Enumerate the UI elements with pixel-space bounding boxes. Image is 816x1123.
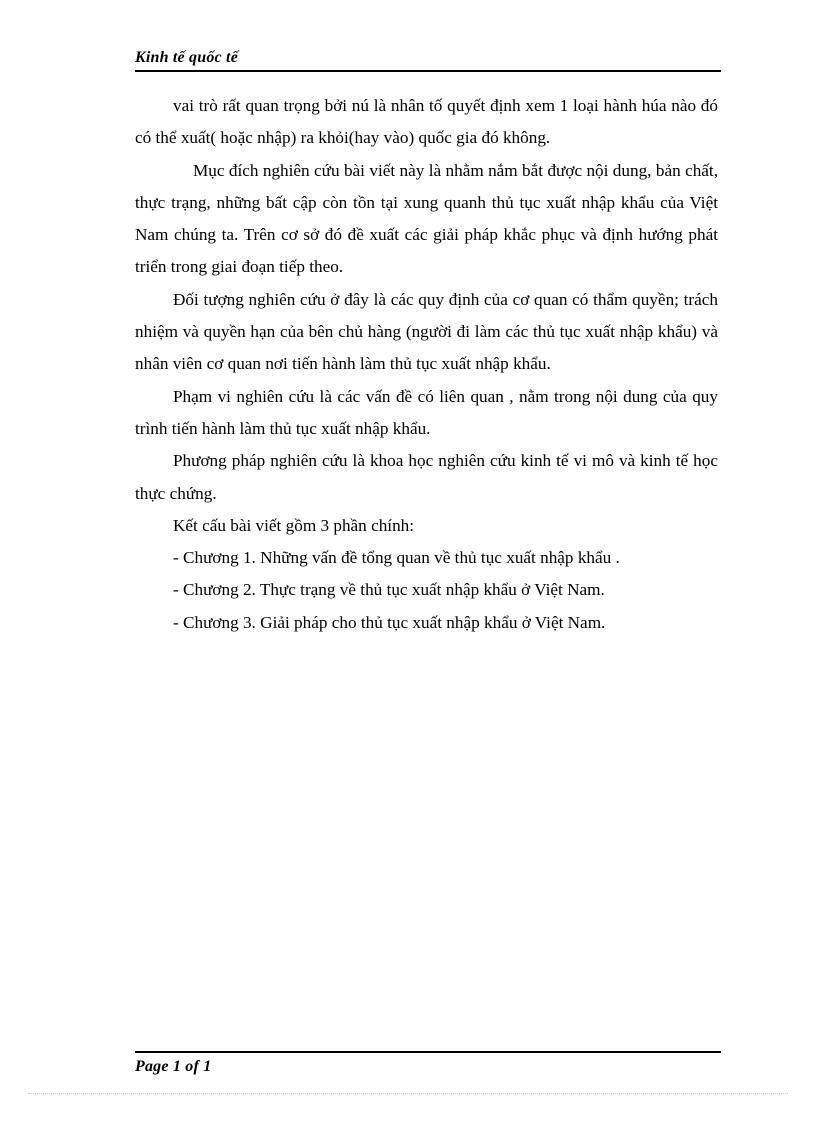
chapter-item-2: - Chương 2. Thực trạng về thủ tục xuất nhập khẩu ở Việt Nam. (173, 580, 605, 600)
paragraph-method: Phương pháp nghiên cứu là khoa học nghiên cứu kinh tế vi mô và kinh tế học thực chứng. (135, 451, 718, 503)
paragraph-scope: Phạm vi nghiên cứu là các vấn đề có liên quan , nằm trong nội dung của quy trình tiến hành làm thủ tục xuất nhập khẩu. (135, 386, 718, 438)
page-header (135, 46, 721, 72)
page-bottom-divider (28, 1093, 788, 1094)
chapter-item-1: - Chương 1. Những vấn đề tổng quan về thủ tục xuất nhập khẩu . (173, 548, 620, 568)
paragraph-purpose: Mục đích nghiên cứu bài viết này là nhằm nắm bắt được nội dung, bản chất, thực trạng, những bất cập còn tồn tại xung quanh thủ tục xuất nhập khẩu của Việt Nam chúng ta. Trên cơ sở đó đề xuất các giải pháp khắc phục và định hướng phát triển trong giai đoạn tiếp theo. (135, 160, 718, 277)
paragraph-role: vai trò rất quan trọng bởi nú là nhân tố quyết định xem 1 loại hành húa nào đó có thể xuất( hoặc nhập) ra khỏi(hay vào) quốc gia đó không. (135, 96, 718, 148)
paragraph-subject: Đối tượng nghiên cứu ở đây là các quy định của cơ quan có thẩm quyền; trách nhiệm và quyền hạn của bên chủ hàng (người đi làm các thủ tục xuất nhập khẩu) và nhân viên cơ quan nơi tiến hành làm thủ tục xuất nhập khẩu. (135, 289, 718, 374)
document-body (135, 90, 718, 639)
chapter-item-3: - Chương 3. Giải pháp cho thủ tục xuất nhập khẩu ở Việt Nam. (173, 612, 606, 632)
paragraph-structure: Kết cấu bài viết gồm 3 phần chính: (173, 515, 415, 535)
page-number: Page 1 of 1 (135, 1058, 212, 1075)
header-title: Kinh tế quốc tế (135, 49, 239, 66)
page-footer (135, 1051, 721, 1083)
